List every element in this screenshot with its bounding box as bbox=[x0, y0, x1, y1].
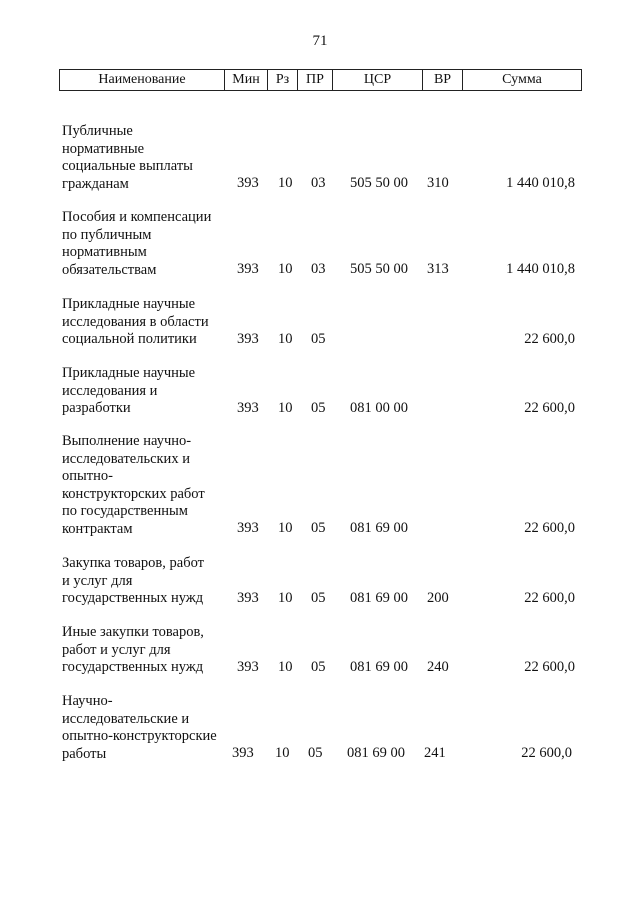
row-vr: 310 bbox=[427, 175, 449, 191]
row-min: 393 bbox=[237, 261, 259, 277]
row-min: 393 bbox=[237, 590, 259, 606]
row-rz: 10 bbox=[278, 175, 293, 191]
row-csr: 505 50 00 bbox=[350, 175, 408, 191]
row-rz: 10 bbox=[278, 331, 293, 347]
row-rz: 10 bbox=[278, 400, 293, 416]
header-rz: Рз bbox=[267, 70, 297, 90]
row-pr: 05 bbox=[311, 400, 326, 416]
row-sum: 22 600,0 bbox=[524, 331, 575, 347]
row-pr: 05 bbox=[308, 745, 323, 761]
row-rz: 10 bbox=[278, 659, 293, 675]
page-number: 71 bbox=[312, 33, 328, 49]
row-pr: 05 bbox=[311, 331, 326, 347]
row-csr: 081 69 00 bbox=[350, 590, 408, 606]
row-min: 393 bbox=[237, 520, 259, 536]
row-rz: 10 bbox=[278, 520, 293, 536]
header-vr: ВР bbox=[422, 70, 462, 90]
row-min: 393 bbox=[237, 400, 259, 416]
header-sum: Сумма bbox=[462, 70, 582, 90]
row-name: Прикладные научные исследования в области социальной политики bbox=[62, 296, 209, 347]
row-name: Иные закупки товаров, работ и услуг для государственных нужд bbox=[62, 624, 204, 675]
row-pr: 05 bbox=[311, 520, 326, 536]
row-name: Выполнение научно- исследовательских и опытно- конструкторских работ по государственным контрактам bbox=[62, 433, 205, 537]
row-min: 393 bbox=[237, 175, 259, 191]
row-sum: 22 600,0 bbox=[524, 400, 575, 416]
row-pr: 05 bbox=[311, 590, 326, 606]
row-vr: 313 bbox=[427, 261, 449, 277]
header-name: Наименование bbox=[59, 70, 224, 90]
row-sum: 22 600,0 bbox=[524, 590, 575, 606]
row-rz: 10 bbox=[278, 590, 293, 606]
header-csr: ЦСР bbox=[332, 70, 422, 90]
row-name: Публичные нормативные социальные выплаты гражданам bbox=[62, 123, 193, 192]
table-header bbox=[59, 69, 582, 91]
row-csr: 081 69 00 bbox=[350, 659, 408, 675]
row-csr: 081 69 00 bbox=[350, 520, 408, 536]
row-name: Закупка товаров, работ и услуг для государственных нужд bbox=[62, 555, 204, 606]
row-vr: 200 bbox=[427, 590, 449, 606]
row-min: 393 bbox=[237, 659, 259, 675]
row-rz: 10 bbox=[275, 745, 290, 761]
header-pr: ПР bbox=[297, 70, 332, 90]
row-sum: 22 600,0 bbox=[524, 520, 575, 536]
row-pr: 03 bbox=[311, 261, 326, 277]
row-sum: 1 440 010,8 bbox=[506, 175, 575, 191]
row-rz: 10 bbox=[278, 261, 293, 277]
row-sum: 1 440 010,8 bbox=[506, 261, 575, 277]
row-name: Научно- исследовательские и опытно-конструкторские работы bbox=[62, 693, 217, 762]
row-name: Прикладные научные исследования и разработки bbox=[62, 365, 196, 416]
row-min: 393 bbox=[232, 745, 254, 761]
row-vr: 241 bbox=[424, 745, 446, 761]
row-vr: 240 bbox=[427, 659, 449, 675]
row-sum: 22 600,0 bbox=[524, 659, 575, 675]
row-pr: 03 bbox=[311, 175, 326, 191]
header-min: Мин bbox=[224, 70, 267, 90]
row-csr: 505 50 00 bbox=[350, 261, 408, 277]
row-min: 393 bbox=[237, 331, 259, 347]
row-csr: 081 69 00 bbox=[347, 745, 405, 761]
row-name: Пособия и компенсации по публичным нормативным обязательствам bbox=[62, 209, 212, 278]
row-pr: 05 bbox=[311, 659, 326, 675]
row-sum: 22 600,0 bbox=[521, 745, 572, 761]
row-csr: 081 00 00 bbox=[350, 400, 408, 416]
